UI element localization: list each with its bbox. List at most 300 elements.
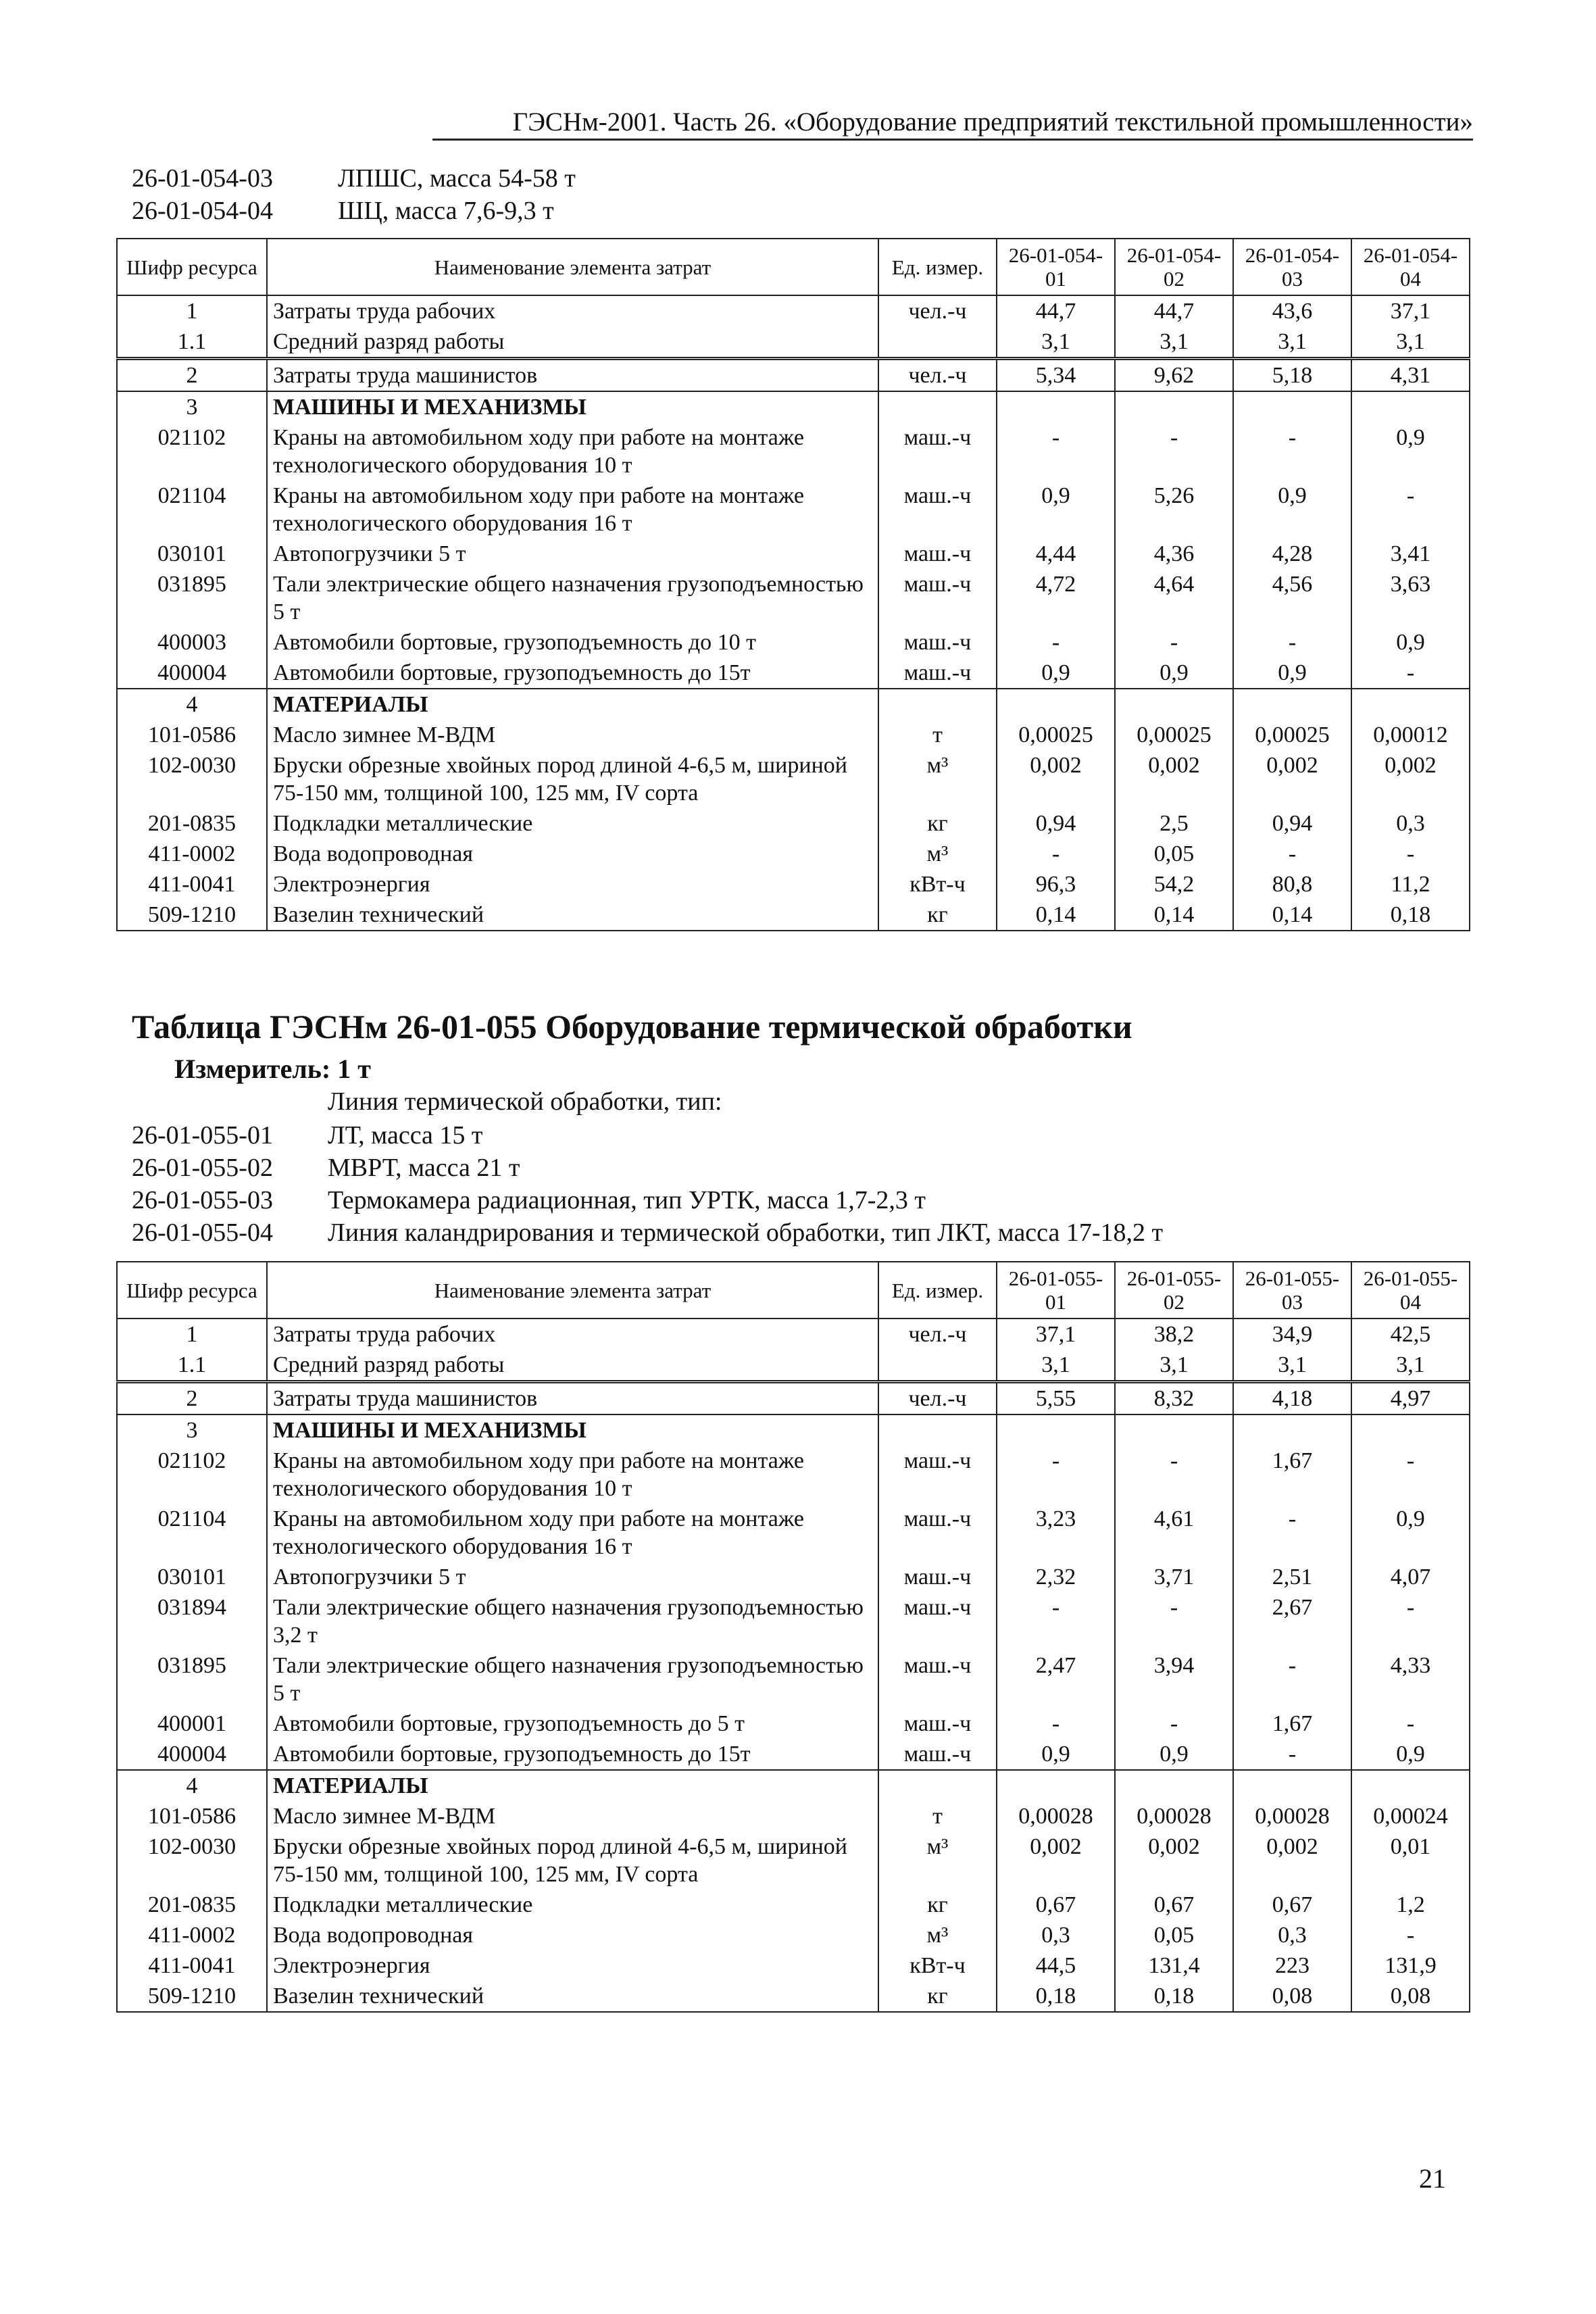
cost-element-name: МАШИНЫ И МЕХАНИЗМЫ (267, 391, 878, 422)
value-cell: - (997, 1708, 1115, 1739)
table-title: Таблица ГЭСНм 26-01-055 Оборудование термической обработки (132, 1008, 1132, 1045)
value-cell: 2,51 (1233, 1562, 1351, 1592)
value-cell: - (1233, 839, 1351, 869)
value-cell (1115, 689, 1233, 720)
variant-row (132, 1216, 1163, 1249)
value-cell: 3,71 (1115, 1562, 1233, 1592)
unit-cell (878, 1770, 997, 1801)
value-cell (1351, 689, 1470, 720)
page-number: 21 (1419, 2163, 1446, 2194)
value-cell: 42,5 (1351, 1319, 1470, 1350)
cost-element-name: МАШИНЫ И МЕХАНИЗМЫ (267, 1414, 878, 1446)
unit-cell (878, 1414, 997, 1446)
value-cell: - (1115, 422, 1233, 481)
table-row (117, 869, 1470, 900)
cost-element-name: Затраты труда машинистов (267, 1382, 878, 1415)
value-cell: 3,1 (1115, 1350, 1233, 1382)
header-variant-col: 26-01-055-03 (1233, 1262, 1351, 1319)
value-cell: 0,67 (1115, 1890, 1233, 1920)
cost-element-name: Тали электрические общего назначения грузоподъемностью 3,2 т (267, 1592, 878, 1650)
resource-code: 021104 (117, 1504, 267, 1562)
unit-cell (878, 1350, 997, 1382)
value-cell: 0,9 (1351, 1739, 1470, 1770)
resource-code: 400004 (117, 1739, 267, 1770)
table-row (117, 1382, 1470, 1415)
unit-cell: кВт-ч (878, 1950, 997, 1981)
resource-code: 2 (117, 1382, 267, 1415)
value-cell: - (1233, 1739, 1351, 1770)
header-variant-col: 26-01-054-01 (997, 239, 1115, 295)
value-cell: 0,05 (1115, 839, 1233, 869)
value-cell (1115, 1414, 1233, 1446)
resource-code: 509-1210 (117, 1981, 267, 2012)
value-cell: 0,9 (1233, 658, 1351, 689)
value-cell: 0,01 (1351, 1831, 1470, 1890)
variant-code: 26-01-054-04 (132, 197, 273, 225)
value-cell: 9,62 (1115, 359, 1233, 392)
value-cell: 0,18 (1115, 1981, 1233, 2012)
value-cell: 43,6 (1233, 295, 1351, 326)
variant-code: 26-01-055-01 (132, 1121, 273, 1150)
resource-code: 411-0002 (117, 839, 267, 869)
resource-code: 102-0030 (117, 1831, 267, 1890)
value-cell: 0,002 (1233, 750, 1351, 808)
cost-element-name: Вазелин технический (267, 1981, 878, 2012)
value-cell: 44,7 (997, 295, 1115, 326)
table-row (117, 1950, 1470, 1981)
variant-code: 26-01-055-04 (132, 1218, 273, 1247)
value-cell: - (1351, 839, 1470, 869)
value-cell: 0,002 (1351, 750, 1470, 808)
resource-code: 411-0002 (117, 1920, 267, 1950)
cost-element-name: Автомобили бортовые, грузоподъемность до 5 т (267, 1708, 878, 1739)
unit-cell: чел.-ч (878, 1319, 997, 1350)
value-cell: - (1233, 1504, 1351, 1562)
cost-element-name: Краны на автомобильном ходу при работе на монтаже технологического оборудования 10 т (267, 422, 878, 481)
table-row (117, 1801, 1470, 1831)
cost-element-name: Краны на автомобильном ходу при работе на монтаже технологического оборудования 10 т (267, 1446, 878, 1504)
unit-cell: кг (878, 808, 997, 839)
resource-code: 021102 (117, 1446, 267, 1504)
value-cell: - (1351, 1920, 1470, 1950)
value-cell: - (997, 422, 1115, 481)
value-cell: 2,67 (1233, 1592, 1351, 1650)
value-cell: 0,14 (997, 900, 1115, 931)
value-cell: 0,08 (1233, 1981, 1351, 2012)
value-cell: 3,94 (1115, 1650, 1233, 1708)
header-name: Наименование элемента затрат (267, 239, 878, 295)
value-cell: 3,41 (1351, 539, 1470, 569)
table-row (117, 1770, 1470, 1801)
table-row (117, 1562, 1470, 1592)
value-cell (1351, 391, 1470, 422)
cost-element-name: МАТЕРИАЛЫ (267, 1770, 878, 1801)
value-cell: 4,31 (1351, 359, 1470, 392)
resource-code: 1 (117, 1319, 267, 1350)
value-cell: - (1351, 1592, 1470, 1650)
value-cell: - (1233, 1650, 1351, 1708)
unit-cell: чел.-ч (878, 359, 997, 392)
unit-cell (878, 689, 997, 720)
value-cell: 0,14 (1115, 900, 1233, 931)
unit-cell: т (878, 1801, 997, 1831)
value-cell: 0,3 (1351, 808, 1470, 839)
value-cell: 0,05 (1115, 1920, 1233, 1950)
resource-code: 031895 (117, 1650, 267, 1708)
value-cell: 3,1 (997, 1350, 1115, 1382)
resource-code: 3 (117, 391, 267, 422)
unit-cell: маш.-ч (878, 1446, 997, 1504)
value-cell: 3,1 (1115, 326, 1233, 359)
cost-element-name: Затраты труда рабочих (267, 295, 878, 326)
variant-name: МВРТ, масса 21 т (328, 1154, 520, 1182)
variant-name: ЛПШС, масса 54-58 т (338, 164, 576, 193)
value-cell: 11,2 (1351, 869, 1470, 900)
table-row (117, 1350, 1470, 1382)
value-cell: 131,4 (1115, 1950, 1233, 1981)
unit-cell (878, 326, 997, 359)
resource-code: 1.1 (117, 326, 267, 359)
value-cell: 0,9 (997, 658, 1115, 689)
value-cell: - (997, 1592, 1115, 1650)
value-cell: 3,1 (997, 326, 1115, 359)
value-cell: 0,14 (1233, 900, 1351, 931)
value-cell (1115, 391, 1233, 422)
value-cell (1351, 1414, 1470, 1446)
value-cell: - (997, 627, 1115, 658)
table-row (117, 900, 1470, 931)
cost-element-name: Автопогрузчики 5 т (267, 1562, 878, 1592)
unit-cell: маш.-ч (878, 1650, 997, 1708)
table-row (117, 1920, 1470, 1950)
resource-code: 509-1210 (117, 900, 267, 931)
unit-cell: кг (878, 1890, 997, 1920)
cost-element-name: Средний разряд работы (267, 326, 878, 359)
value-cell: - (1233, 627, 1351, 658)
cost-element-name: Масло зимнее М-ВДМ (267, 720, 878, 750)
cost-element-name: Краны на автомобильном ходу при работе на монтаже технологического оборудования 16 т (267, 1504, 878, 1562)
table-row (117, 1504, 1470, 1562)
value-cell: 5,55 (997, 1382, 1115, 1415)
value-cell: 0,9 (1233, 481, 1351, 539)
value-cell: 0,9 (1115, 658, 1233, 689)
cost-element-name: Бруски обрезные хвойных пород длиной 4-6,5 м, шириной 75-150 мм, толщиной 100, 125 мм, IV сорта (267, 750, 878, 808)
table-row (117, 689, 1470, 720)
cost-element-name: Затраты труда машинистов (267, 359, 878, 392)
value-cell: 5,26 (1115, 481, 1233, 539)
value-cell: 3,1 (1351, 326, 1470, 359)
value-cell: 0,08 (1351, 1981, 1470, 2012)
value-cell: 44,5 (997, 1950, 1115, 1981)
unit-cell: кВт-ч (878, 869, 997, 900)
header-variant-col: 26-01-055-01 (997, 1262, 1115, 1319)
unit-cell: м³ (878, 1831, 997, 1890)
resource-table-054 (116, 238, 1470, 931)
value-cell (997, 689, 1115, 720)
table-row (117, 720, 1470, 750)
unit-cell: маш.-ч (878, 627, 997, 658)
table-row (117, 422, 1470, 481)
unit-cell: м³ (878, 750, 997, 808)
table-row (117, 1708, 1470, 1739)
value-cell: 0,9 (997, 1739, 1115, 1770)
table-row (117, 1446, 1470, 1504)
resource-code: 021104 (117, 481, 267, 539)
header-variant-col: 26-01-055-02 (1115, 1262, 1233, 1319)
line-type-caption: Линия термической обработки, тип: (328, 1087, 722, 1116)
value-cell: 0,002 (997, 1831, 1115, 1890)
value-cell: 0,9 (1351, 627, 1470, 658)
resource-code: 4 (117, 689, 267, 720)
value-cell: 0,18 (997, 1981, 1115, 2012)
value-cell: 0,002 (1233, 1831, 1351, 1890)
value-cell: 223 (1233, 1950, 1351, 1981)
variant-name: Линия каландрирования и термической обработки, тип ЛКТ, масса 17-18,2 т (328, 1218, 1164, 1247)
value-cell: 0,00025 (997, 720, 1115, 750)
cost-element-name: Электроэнергия (267, 869, 878, 900)
value-cell: 4,72 (997, 569, 1115, 627)
value-cell: - (997, 839, 1115, 869)
resource-code: 4 (117, 1770, 267, 1801)
resource-code: 400003 (117, 627, 267, 658)
value-cell: 0,00028 (1115, 1801, 1233, 1831)
resource-code: 400004 (117, 658, 267, 689)
table-row (117, 295, 1470, 326)
unit-cell: маш.-ч (878, 1504, 997, 1562)
value-cell: 4,56 (1233, 569, 1351, 627)
value-cell (997, 1770, 1115, 1801)
unit-cell: маш.-ч (878, 1562, 997, 1592)
value-cell (997, 1414, 1115, 1446)
resource-code: 102-0030 (117, 750, 267, 808)
variant-row (132, 1119, 1163, 1152)
value-cell: - (1351, 481, 1470, 539)
value-cell: 4,97 (1351, 1382, 1470, 1415)
value-cell: 1,67 (1233, 1708, 1351, 1739)
value-cell: 2,5 (1115, 808, 1233, 839)
value-cell: 0,9 (1351, 422, 1470, 481)
value-cell: 2,47 (997, 1650, 1115, 1708)
variant-row (132, 1184, 1163, 1216)
table-row (117, 839, 1470, 869)
value-cell: 0,9 (997, 481, 1115, 539)
value-cell: 4,61 (1115, 1504, 1233, 1562)
value-cell: 3,1 (1233, 1350, 1351, 1382)
resource-table-055 (116, 1261, 1470, 2013)
value-cell: 0,00024 (1351, 1801, 1470, 1831)
unit-cell: маш.-ч (878, 481, 997, 539)
table-row (117, 750, 1470, 808)
cost-element-name: Средний разряд работы (267, 1350, 878, 1382)
variant-name: ЛТ, масса 15 т (328, 1121, 483, 1150)
cost-element-name: Подкладки металлические (267, 808, 878, 839)
table-row (117, 326, 1470, 359)
value-cell: 4,44 (997, 539, 1115, 569)
cost-element-name: Автомобили бортовые, грузоподъемность до 15т (267, 1739, 878, 1770)
cost-element-name: Вода водопроводная (267, 839, 878, 869)
value-cell: 131,9 (1351, 1950, 1470, 1981)
value-cell: 3,63 (1351, 569, 1470, 627)
value-cell: 3,23 (997, 1504, 1115, 1562)
resource-code: 1.1 (117, 1350, 267, 1382)
value-cell: 5,34 (997, 359, 1115, 392)
resource-code: 201-0835 (117, 808, 267, 839)
unit-cell: маш.-ч (878, 1592, 997, 1650)
value-cell: - (1115, 1708, 1233, 1739)
value-cell: 96,3 (997, 869, 1115, 900)
value-cell: 2,32 (997, 1562, 1115, 1592)
unit-cell: чел.-ч (878, 1382, 997, 1415)
cost-element-name: Тали электрические общего назначения грузоподъемностью 5 т (267, 1650, 878, 1708)
variant-code: 26-01-054-03 (132, 164, 273, 193)
header-variant-col: 26-01-054-02 (1115, 239, 1233, 295)
header-variant-col: 26-01-054-03 (1233, 239, 1351, 295)
table-row (117, 1319, 1470, 1350)
unit-cell: маш.-ч (878, 1739, 997, 1770)
cost-element-name: Подкладки металлические (267, 1890, 878, 1920)
value-cell: 0,67 (997, 1890, 1115, 1920)
value-cell: - (1233, 422, 1351, 481)
value-cell: 0,3 (1233, 1920, 1351, 1950)
variant-row (132, 162, 576, 195)
value-cell: 4,28 (1233, 539, 1351, 569)
variant-row (132, 195, 576, 227)
variant-code: 26-01-055-02 (132, 1154, 273, 1182)
cost-element-name: Автомобили бортовые, грузоподъемность до 15т (267, 658, 878, 689)
cost-element-name: Затраты труда рабочих (267, 1319, 878, 1350)
table-header-row (117, 239, 1470, 295)
resource-code: 411-0041 (117, 869, 267, 900)
table-header-row (117, 1262, 1470, 1319)
value-cell: - (1115, 1592, 1233, 1650)
unit-cell: кг (878, 900, 997, 931)
table-row (117, 1831, 1470, 1890)
value-cell: 0,3 (997, 1920, 1115, 1950)
value-cell: 80,8 (1233, 869, 1351, 900)
variant-code: 26-01-055-03 (132, 1186, 273, 1214)
value-cell: - (1351, 658, 1470, 689)
table-row (117, 658, 1470, 689)
header-code: Шифр ресурса (117, 239, 267, 295)
cost-element-name: Бруски обрезные хвойных пород длиной 4-6,5 м, шириной 75-150 мм, толщиной 100, 125 мм, IV сорта (267, 1831, 878, 1890)
resource-code: 201-0835 (117, 1890, 267, 1920)
unit-cell: чел.-ч (878, 295, 997, 326)
value-cell: 0,002 (1115, 1831, 1233, 1890)
value-cell: 0,94 (1233, 808, 1351, 839)
unit-cell: м³ (878, 839, 997, 869)
resource-code: 031895 (117, 569, 267, 627)
value-cell: 4,64 (1115, 569, 1233, 627)
running-header: ГЭСНм-2001. Часть 26. «Оборудование предприятий текстильной промышленности» (432, 107, 1473, 141)
value-cell: 4,07 (1351, 1562, 1470, 1592)
table-row (117, 1414, 1470, 1446)
value-cell: 0,00012 (1351, 720, 1470, 750)
value-cell: 4,18 (1233, 1382, 1351, 1415)
resource-code: 101-0586 (117, 1801, 267, 1831)
cost-element-name: Автопогрузчики 5 т (267, 539, 878, 569)
resource-code: 400001 (117, 1708, 267, 1739)
unit-cell: кг (878, 1981, 997, 2012)
table-row (117, 808, 1470, 839)
value-cell: 0,002 (1115, 750, 1233, 808)
header-unit: Ед. измер. (878, 239, 997, 295)
header-variant-col: 26-01-055-04 (1351, 1262, 1470, 1319)
value-cell: 0,00028 (997, 1801, 1115, 1831)
value-cell (1233, 391, 1351, 422)
table-row (117, 1981, 1470, 2012)
value-cell: 4,33 (1351, 1650, 1470, 1708)
value-cell: - (1351, 1708, 1470, 1739)
value-cell: 4,36 (1115, 539, 1233, 569)
header-name: Наименование элемента затрат (267, 1262, 878, 1319)
cost-element-name: Вода водопроводная (267, 1920, 878, 1950)
value-cell: 37,1 (1351, 295, 1470, 326)
value-cell: 5,18 (1233, 359, 1351, 392)
value-cell: - (997, 1446, 1115, 1504)
value-cell (997, 391, 1115, 422)
resource-code: 031894 (117, 1592, 267, 1650)
measure-unit: Измеритель: 1 т (174, 1054, 371, 1084)
resource-code: 101-0586 (117, 720, 267, 750)
table-row (117, 359, 1470, 392)
table-row (117, 539, 1470, 569)
table-row (117, 1890, 1470, 1920)
cost-element-name: МАТЕРИАЛЫ (267, 689, 878, 720)
cost-element-name: Вазелин технический (267, 900, 878, 931)
value-cell: 37,1 (997, 1319, 1115, 1350)
variant-name: ШЦ, масса 7,6-9,3 т (338, 197, 554, 225)
value-cell: 1,67 (1233, 1446, 1351, 1504)
value-cell: 0,67 (1233, 1890, 1351, 1920)
value-cell (1233, 1414, 1351, 1446)
resource-code: 1 (117, 295, 267, 326)
unit-cell: маш.-ч (878, 1708, 997, 1739)
header-unit: Ед. измер. (878, 1262, 997, 1319)
variant-list-055 (132, 1119, 1163, 1249)
value-cell: 0,00025 (1233, 720, 1351, 750)
value-cell: - (1115, 1446, 1233, 1504)
cost-element-name: Автомобили бортовые, грузоподъемность до 10 т (267, 627, 878, 658)
value-cell: 44,7 (1115, 295, 1233, 326)
table-row (117, 1650, 1470, 1708)
table-row (117, 391, 1470, 422)
unit-cell (878, 391, 997, 422)
table-row (117, 1592, 1470, 1650)
unit-cell: м³ (878, 1920, 997, 1950)
unit-cell: маш.-ч (878, 539, 997, 569)
header-code: Шифр ресурса (117, 1262, 267, 1319)
value-cell: 0,9 (1115, 1739, 1233, 1770)
value-cell: 0,18 (1351, 900, 1470, 931)
resource-code: 411-0041 (117, 1950, 267, 1981)
variant-row (132, 1152, 1163, 1184)
cost-element-name: Масло зимнее М-ВДМ (267, 1801, 878, 1831)
value-cell: 54,2 (1115, 869, 1233, 900)
value-cell: 1,2 (1351, 1890, 1470, 1920)
resource-code: 3 (117, 1414, 267, 1446)
value-cell: 8,32 (1115, 1382, 1233, 1415)
unit-cell: маш.-ч (878, 569, 997, 627)
variant-name: Термокамера радиационная, тип УРТК, масса 1,7-2,3 т (328, 1186, 926, 1214)
resource-code: 2 (117, 359, 267, 392)
table-row (117, 1739, 1470, 1770)
value-cell: 38,2 (1115, 1319, 1233, 1350)
value-cell: 3,1 (1233, 326, 1351, 359)
value-cell (1351, 1770, 1470, 1801)
header-variant-col: 26-01-054-04 (1351, 239, 1470, 295)
value-cell: - (1115, 627, 1233, 658)
value-cell: 3,1 (1351, 1350, 1470, 1382)
